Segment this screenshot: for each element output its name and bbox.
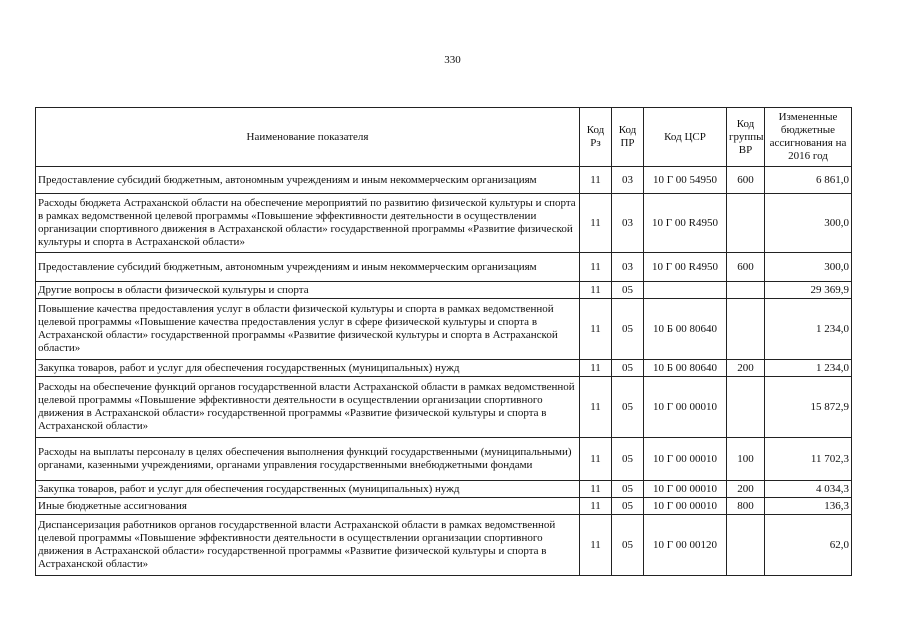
table-header-row: [36, 108, 852, 167]
row-csr: 10 Б 00 80640: [644, 299, 727, 360]
row-pr: 05: [612, 515, 644, 576]
row-amount: 11 702,3: [765, 438, 852, 481]
row-rz: 11: [580, 253, 612, 282]
row-name: Расходы на выплаты персоналу в целях обеспечения выполнения функций государственными (муниципальными) органами, казенными учреждениями, органами управления государственными внебюджетными фондами: [36, 438, 580, 481]
table-row: [36, 438, 852, 481]
row-vr: [727, 299, 765, 360]
row-vr: [727, 194, 765, 253]
table-row: [36, 282, 852, 299]
row-vr: [727, 282, 765, 299]
row-pr: 03: [612, 194, 644, 253]
row-pr: 05: [612, 498, 644, 515]
table-row: [36, 167, 852, 194]
table-row: [36, 377, 852, 438]
row-rz: 11: [580, 360, 612, 377]
header-name: Наименование показателя: [36, 108, 580, 167]
row-name: Иные бюджетные ассигнования: [36, 498, 580, 515]
row-name: Закупка товаров, работ и услуг для обеспечения государственных (муниципальных) нужд: [36, 360, 580, 377]
row-csr: 10 Г 00 R4950: [644, 253, 727, 282]
row-pr: 03: [612, 253, 644, 282]
row-vr: [727, 377, 765, 438]
row-pr: 05: [612, 360, 644, 377]
row-rz: 11: [580, 498, 612, 515]
row-csr: 10 Г 00 00010: [644, 481, 727, 498]
row-csr: [644, 282, 727, 299]
row-csr: 10 Г 00 00010: [644, 377, 727, 438]
row-vr: 200: [727, 360, 765, 377]
row-vr: 600: [727, 253, 765, 282]
row-csr: 10 Г 00 R4950: [644, 194, 727, 253]
row-pr: 05: [612, 377, 644, 438]
row-vr: 800: [727, 498, 765, 515]
table-row: [36, 481, 852, 498]
row-amount: 6 861,0: [765, 167, 852, 194]
table-row: [36, 299, 852, 360]
row-rz: 11: [580, 194, 612, 253]
header-amount: Измененные бюджетные ассигнования на 2016 год: [765, 108, 852, 167]
row-name: Диспансеризация работников органов государственной власти Астраханской области в рамках ведомственной целевой программы «Повышение эффективности деятельности в осуществлении организации спортивного движения в Астраханской области» государственной программы «Развитие физической культуры и спорта в Астраханской области»: [36, 515, 580, 576]
header-csr: Код ЦСР: [644, 108, 727, 167]
header-pr: Код ПР: [612, 108, 644, 167]
row-name: Предоставление субсидий бюджетным, автономным учреждениям и иным некоммерческим организациям: [36, 167, 580, 194]
header-vr: Код группы ВР: [727, 108, 765, 167]
row-amount: 1 234,0: [765, 299, 852, 360]
row-pr: 05: [612, 438, 644, 481]
row-pr: 05: [612, 282, 644, 299]
row-rz: 11: [580, 481, 612, 498]
row-amount: 4 034,3: [765, 481, 852, 498]
row-name: Расходы на обеспечение функций органов государственной власти Астраханской области в рамках ведомственной целевой программы «Повышение эффективности деятельности в осуществлении организации спортивного движения в Астраханской области» государственной программы «Развитие физической культуры и спорта в Астраханской области»: [36, 377, 580, 438]
row-rz: 11: [580, 438, 612, 481]
row-vr: 100: [727, 438, 765, 481]
row-amount: 62,0: [765, 515, 852, 576]
row-pr: 05: [612, 299, 644, 360]
row-rz: 11: [580, 515, 612, 576]
row-amount: 300,0: [765, 194, 852, 253]
row-amount: 29 369,9: [765, 282, 852, 299]
row-csr: 10 Г 00 00120: [644, 515, 727, 576]
row-vr: [727, 515, 765, 576]
row-csr: 10 Г 00 00010: [644, 498, 727, 515]
row-name: Расходы бюджета Астраханской области на обеспечение мероприятий по развитию физической культуры и спорта в рамках ведомственной целевой программы «Повышение эффективности деятельности в осуществлении организации спортивного движения в Астраханской области» государственной программы «Развитие физической культуры и спорта в Астраханской области»: [36, 194, 580, 253]
row-amount: 300,0: [765, 253, 852, 282]
header-rz: Код Рз: [580, 108, 612, 167]
page-number: 330: [444, 54, 461, 66]
row-pr: 03: [612, 167, 644, 194]
row-pr: 05: [612, 481, 644, 498]
row-csr: 10 Г 00 00010: [644, 438, 727, 481]
row-vr: 200: [727, 481, 765, 498]
row-rz: 11: [580, 377, 612, 438]
row-csr: 10 Г 00 54950: [644, 167, 727, 194]
table-row: [36, 360, 852, 377]
table-row: [36, 515, 852, 576]
row-amount: 1 234,0: [765, 360, 852, 377]
table-row: [36, 498, 852, 515]
row-name: Другие вопросы в области физической культуры и спорта: [36, 282, 580, 299]
row-csr: 10 Б 00 80640: [644, 360, 727, 377]
table-row: [36, 194, 852, 253]
row-amount: 15 872,9: [765, 377, 852, 438]
row-rz: 11: [580, 282, 612, 299]
row-name: Предоставление субсидий бюджетным, автономным учреждениям и иным некоммерческим организациям: [36, 253, 580, 282]
table-row: [36, 253, 852, 282]
row-name: Закупка товаров, работ и услуг для обеспечения государственных (муниципальных) нужд: [36, 481, 580, 498]
row-rz: 11: [580, 299, 612, 360]
row-amount: 136,3: [765, 498, 852, 515]
row-name: Повышение качества предоставления услуг в области физической культуры и спорта в рамках ведомственной целевой программы «Повышение качества предоставления услуг в сфере физической культуры и спорта в Астраханской области» государственной программы «Развитие физической культуры и спорта в Астраханской области»: [36, 299, 580, 360]
row-rz: 11: [580, 167, 612, 194]
budget-table: [35, 107, 852, 576]
row-vr: 600: [727, 167, 765, 194]
